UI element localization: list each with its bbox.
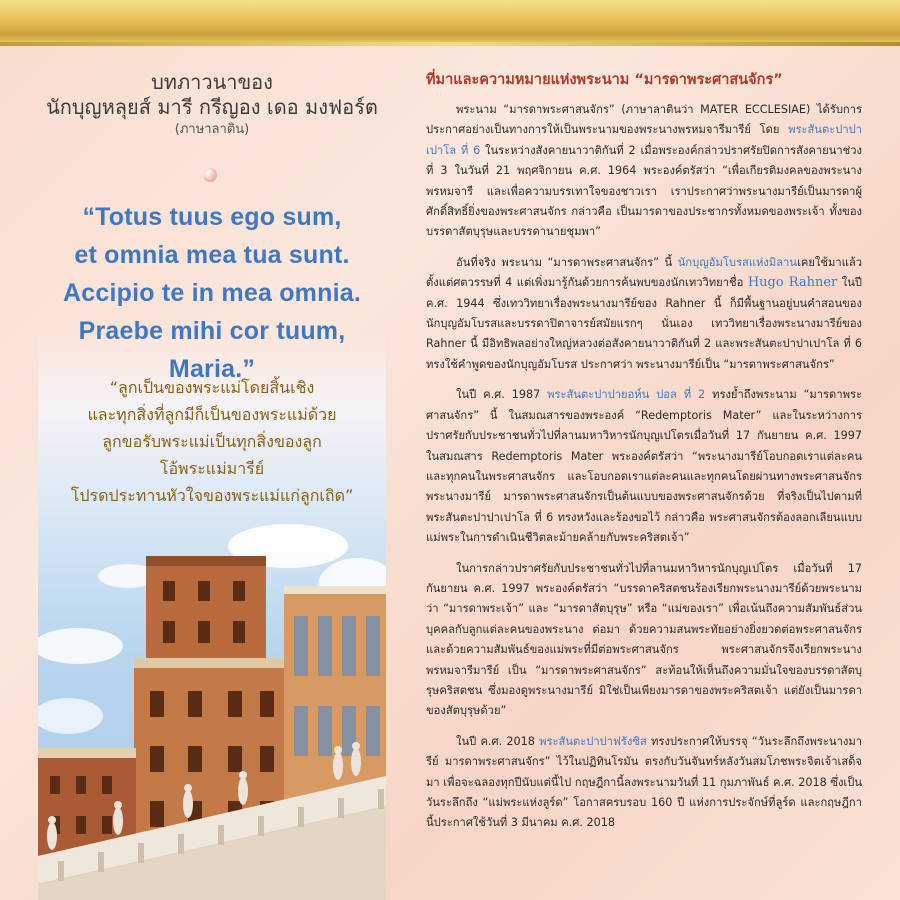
thai-prayer <box>38 374 386 509</box>
paragraph-3 <box>426 385 862 548</box>
p5-text-a: ในปี ค.ศ. 2018 <box>456 734 540 748</box>
paragraph-5 <box>426 732 862 834</box>
thai-line-4: โอ้พระแม่มารีย์ <box>159 459 265 478</box>
latin-line-4: Praebe mihi cor tuum, Maria.” <box>78 317 346 383</box>
paragraph-1 <box>426 100 862 243</box>
p1-text-b: ในระหว่างสังคายนาวาติกันที่ 2 เมื่อพระองค์กล่าวปราศรัยปิดการสังคายนาช่วงที่ 3 ในวันที่ 21 พฤศจิกายน ค.ศ. 1964 พระองค์ตรัสว่า “เพื่อเกียรติมงคลของพระนางพรหมจารี และเพื่อความบรรเทาใจของชาวเรา เราประกาศว่าพระนางมารีย์เป็นมารดาผู้ศักดิ์สิทธิ์ยิ่งของพระศาสนจักร กล่าวคือ เป็นมารดาของประชากรทั้งหมดของพระเจ้า ทั้งของบรรดาสัตบุรุษและบรรดานายชุมพา” <box>426 143 862 239</box>
p2-text-a: อันที่จริง พระนาม “มารดาพระศาสนจักร” นี้ <box>456 255 678 269</box>
p1-text-a: พระนาม “มารดาพระศาสนจักร” (ภาษาลาตินว่า MATER ECCLESIAE) ได้รับการประกาศอย่างเป็นทางการให้เป็นพระนามของพระนางพรหมจารีมารีย์ โดย <box>426 103 862 137</box>
p2-highlight: นักบุญอัมโบรสแห่งมิลาน <box>677 255 798 269</box>
thai-line-5: โปรดประทานหัวใจของพระแม่แก่ลูกเถิด” <box>70 486 354 505</box>
right-column <box>426 70 862 844</box>
pearl-ornament-icon <box>203 168 217 182</box>
article-body <box>426 100 862 834</box>
p5-highlight: พระสันตะปาปาฟรังซิส <box>539 734 647 748</box>
latin-line-1: “Totus tuus ego sum, <box>82 203 342 231</box>
p3-text-b: ทรงย้ำถึงพระนาม “มารดาพระศาสนจักร” นี้ ในสมณสารของพระองค์ “Redemptoris Mater” และในระหว่างการปราศรัยกับประชาชนทั่วไปที่ลานมหาวิหารนักบุญเปโตรเมื่อวันที่ 17 กันยายน ค.ศ. 1997 ในสมณสาร Redemptoris Mater พระองค์ตรัสว่า “พระนางมารีย์โอบกอดเราแต่ละคนและทุกคนในพระศาสนจักร และโอบกอดเราแต่ละคนและทุกคนโดยผ่านทางพระศาสนจักร พระนางมารีย์ มารดาพระศาสนจักรเป็นต้นแบบของพระศาสนจักรด้วย ที่จริงเป็นไปตามที่พระสันตะปาปาเปาโล ที่ 6 ทรงหวังและร้องขอไว้ กล่าวคือ พระศาสนจักรต้องลอกเลียนแบบแม่พระในการดำเนินชีวิตละม้ายคล้ายกับพระคริสตเจ้า” <box>426 388 862 545</box>
gold-header-bar <box>0 0 900 46</box>
p2-text-c: ในปี ค.ศ. 1944 ซึ่งเทววิทยาเรื่องพระนางมารีย์ของ Rahner นี้ ก็มีพื้นฐานอยู่บนคำสอนของนักบุญอัมโบรสและบรรดาปิตาจารย์สมัยแรกๆ นั่นเอง เทววิทยาเรื่องพระนางมารีย์ของ Rahner นี้ มีอิทธิพลอย่างใหญ่หลวงต่อสังคายนาวาติกันที่ 2 และพระสันตะปาปาเปาโล ที่ 6 ทรงใช้คำพูดของนักบุญอัมโบรส ประกาศว่า พระนางมารีย์เป็น “มารดาพระศาสนจักร” <box>426 276 862 371</box>
p2-text-b: เคยใช้มาแล้วตั้งแต่ศตวรรษที่ 4 แต่เพิ่งมารู้กันด้วยการค้นพบของนักเทววิทยาชื่อ <box>426 255 862 290</box>
p4-text-a: ในการกล่าวปราศรัยกับประชาชนทั่วไปที่ลานมหาวิหารนักบุญเปโตร เมื่อวันที่ 17 กันยายน ค.ศ. 1997 พระองค์ตรัสว่า “บรรดาคริสตชนร้องเรียกพระนางมารีย์ด้วยพระนามว่า “มารดาพระเจ้า” และ “มารดาสัตบุรุษ” หรือ “แม่ของเรา” เพื่อเน้นถึงความสัมพันธ์ส่วนบุคคลกับลูกแต่ละคนของพระนาง ต่อมา ด้วยความสนพระทัยอย่างยิ่งยวดต่อพระศาสนจักรและด้วยความสัมพันธ์ของแม่พระที่มีต่อพระศาสนจักร พระศาสนจักรจึงเรียกพระนางพรหมจารีมารีย์ เป็น “มารดาพระศาสนจักร” สะท้อนให้เห็นถึงความมั่นใจของบรรดาสัตบุรุษคริสตชน ซึ่งมองดูพระนางมารีย์ มิใช่เป็นเพียงมารดาของพระคริสตเจ้า แต่ยังเป็นมารดาของสัตบุรุษด้วย” <box>426 561 862 718</box>
latin-line-3: Accipio te in mea omnia. <box>63 279 361 307</box>
latin-prayer <box>38 198 386 388</box>
prayer-heading <box>38 70 386 140</box>
heading-line-1: บทภาวนาของ <box>151 70 273 94</box>
paragraph-2 <box>426 253 862 375</box>
thai-line-1: “ลูกเป็นของพระแม่โดยสิ้นเชิง <box>109 378 315 397</box>
p3-text-a: ในปี ค.ศ. 1987 <box>456 388 548 402</box>
article-title: ที่มาและความหมายแห่งพระนาม “มารดาพระศาสนจักร” <box>426 72 783 88</box>
p3-highlight: พระสันตะปาปายอห์น ปอล ที่ 2 <box>547 388 706 402</box>
paragraph-4 <box>426 559 862 722</box>
p2-highlight-name: Hugo Rahner <box>747 275 838 291</box>
thai-line-3: ลูกขอรับพระแม่เป็นทุกสิ่งของลูก <box>102 432 322 451</box>
left-column <box>38 46 386 900</box>
p1-highlight: พระสันตะปาปาเปาโล ที่ 6 <box>426 123 862 157</box>
latin-line-2: et omnia mea tua sunt. <box>74 241 350 269</box>
heading-language-note: (ภาษาลาติน) <box>174 122 250 137</box>
heading-line-2: นักบุญหลุยส์ มารี กรีญอง เดอ มงฟอร์ต <box>46 95 378 119</box>
p5-text-b: ทรงประกาศให้บรรจุ “วันระลึกถึงพระนางมารีย์ มารดาพระศาสนจักร” ไว้ในปฏิทินโรมัน ตรงกับวันจันทร์หลังวันสมโภชพระจิตเจ้าเสด็จมา เพื่อจะฉลองทุกปีนับแต่นี้ไป กฤษฎีกานี้ลงพระนามวันที่ 11 กุมภาพันธ์ ค.ศ. 2018 ซึ่งเป็นวันระลึกถึง “แม่พระแห่งลูร์ด” โอกาสครบรอบ 160 ปี แห่งการประจักษ์ที่ลูร์ด และกฤษฎีกานี้ประกาศใช้วันที่ 3 มีนาคม ค.ศ. 2018 <box>426 734 862 830</box>
thai-line-2: และทุกสิ่งที่ลูกมีก็เป็นของพระแม่ด้วย <box>87 405 337 424</box>
